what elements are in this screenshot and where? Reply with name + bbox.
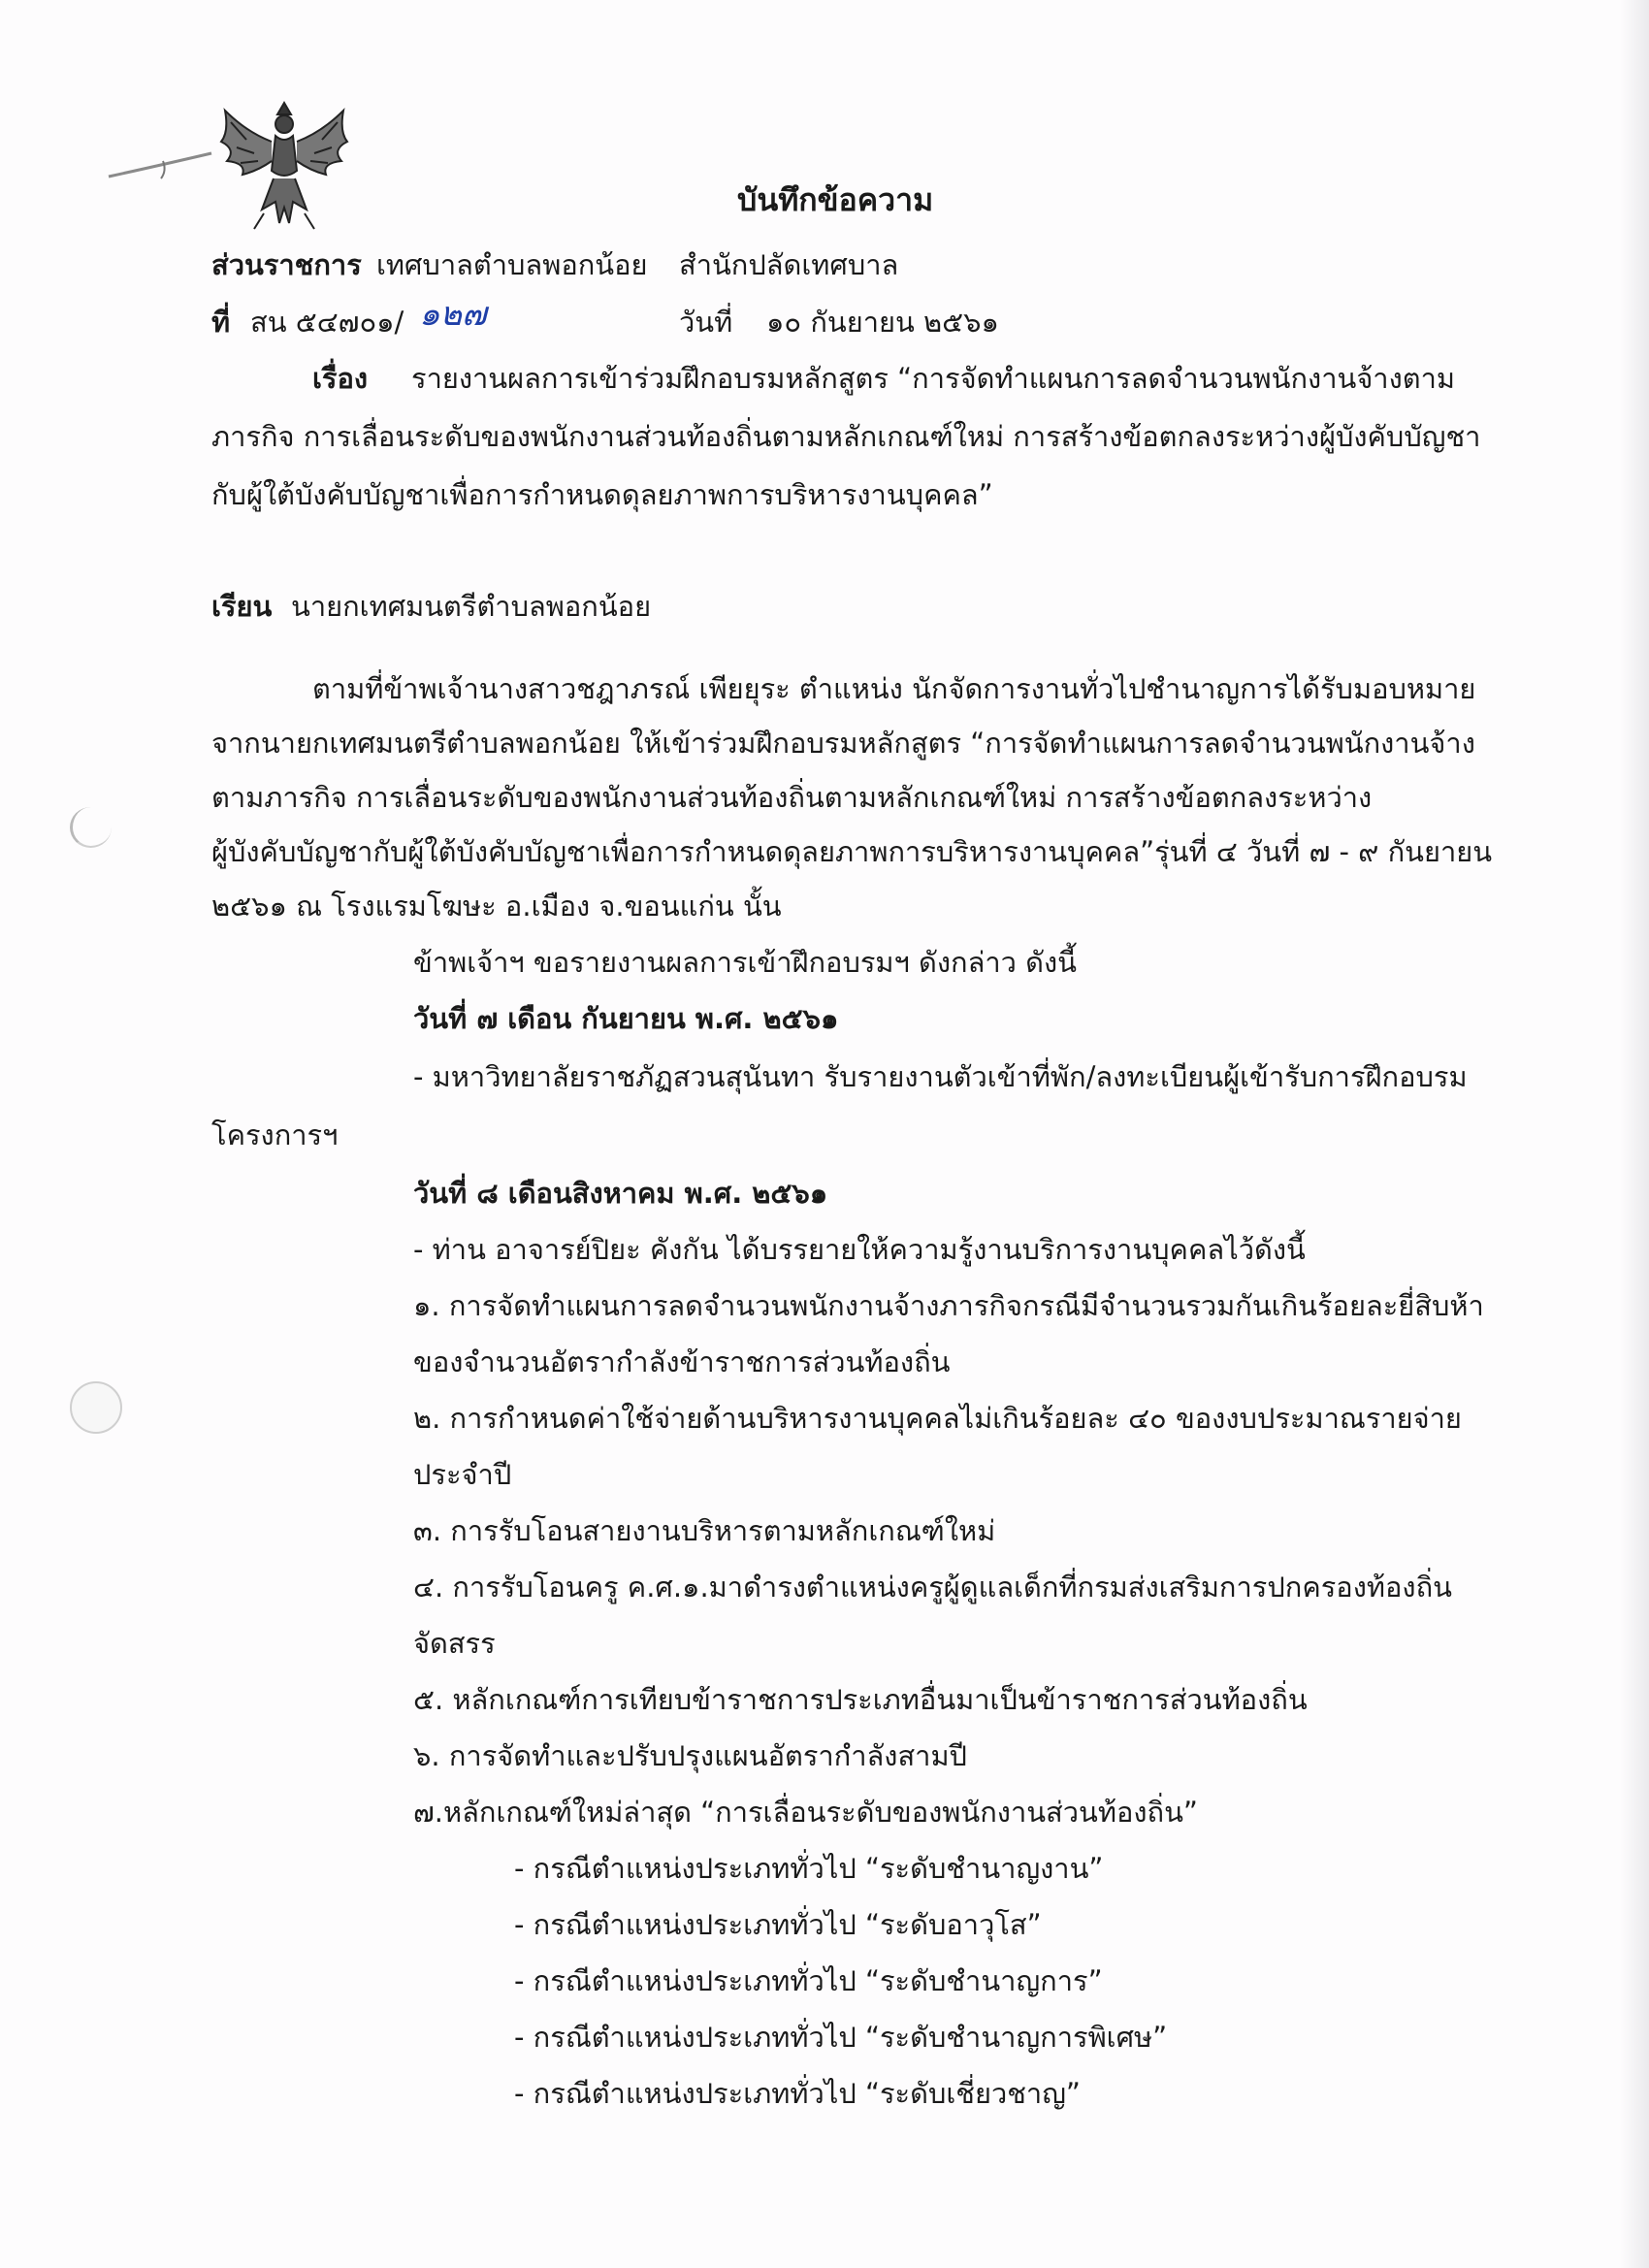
intro-line: จากนายกเทศมนตรีตำบลพอกน้อย ให้เข้าร่วมฝึกอบรมหลักสูตร “การจัดทำแผนการลดจำนวนพนักงานจ้าง	[211, 727, 1475, 760]
dept-label: ส่วนราชการ	[211, 248, 362, 281]
subject-label: เรื่อง	[312, 362, 369, 395]
date-label: วันที่	[679, 306, 733, 339]
dept-value: เทศบาลตำบลพอกน้อย	[376, 248, 648, 281]
list-item: ๔. การรับโอนครู ค.ศ.๑.มาดำรงตำแหน่งครูผู้ดูแลเด็กที่กรมส่งเสริมการปกครองท้องถิ่น	[413, 1571, 1452, 1604]
staple-pin-icon	[105, 147, 219, 186]
ref-number: สน ๕๔๗๐๑/	[250, 306, 404, 339]
list-item: ประจำปี	[413, 1458, 512, 1491]
list-item: ๒. การกำหนดค่าใช้จ่ายด้านบริหารงานบุคคลไม่เกินร้อยละ ๔๐ ของงบประมาณรายจ่าย	[413, 1402, 1462, 1435]
punch-hole-mark	[70, 807, 112, 848]
day1-heading: วันที่ ๗ เดือน กันยายน พ.ศ. ๒๕๖๑	[413, 1002, 839, 1035]
to-value: นายกเทศมนตรีตำบลพอกน้อย	[291, 590, 652, 623]
garuda-emblem-icon	[208, 93, 361, 239]
day1-item-continued: โครงการฯ	[211, 1118, 339, 1151]
office-name: สำนักปลัดเทศบาล	[679, 248, 899, 281]
memo-title: บันทึกข้อความ	[737, 181, 934, 218]
list-item: จัดสรร	[413, 1627, 496, 1660]
ref-handwritten-number: ๑๒๗	[419, 295, 487, 334]
list-item: ๖. การจัดทำและปรับปรุงแผนอัตรากำลังสามปี	[413, 1739, 967, 1772]
report-intro: ข้าพเจ้าฯ ขอรายงานผลการเข้าฝึกอบรมฯ ดังกล่าว ดังนี้	[413, 946, 1077, 979]
list-item: ๕. หลักเกณฑ์การเทียบข้าราชการประเภทอื่นมาเป็นข้าราชการส่วนท้องถิ่น	[413, 1683, 1308, 1716]
ref-label: ที่	[211, 306, 231, 339]
to-label: เรียน	[211, 590, 273, 623]
intro-line: ตามภารกิจ การเลื่อนระดับของพนักงานส่วนท้องถิ่นตามหลักเกณฑ์ใหม่ การสร้างข้อตกลงระหว่าง	[211, 781, 1373, 814]
subject-line: รายงานผลการเข้าร่วมฝึกอบรมหลักสูตร “การจัดทำแผนการลดจำนวนพนักงานจ้างตาม	[411, 362, 1455, 395]
sub-list-item: - กรณีตำแหน่งประเภททั่วไป “ระดับเชี่ยวชาญ”	[514, 2077, 1081, 2110]
day2-heading: วันที่ ๘ เดือนสิงหาคม พ.ศ. ๒๕๖๑	[413, 1177, 828, 1210]
sub-list-item: - กรณีตำแหน่งประเภททั่วไป “ระดับอาวุโส”	[514, 1908, 1042, 1941]
sub-list-item: - กรณีตำแหน่งประเภททั่วไป “ระดับชำนาญการ”	[514, 1964, 1103, 1997]
list-item: ของจำนวนอัตรากำลังข้าราชการส่วนท้องถิ่น	[413, 1345, 951, 1378]
list-item: ๗.หลักเกณฑ์ใหม่ล่าสุด “การเลื่อนระดับของพนักงานส่วนท้องถิ่น”	[413, 1796, 1198, 1829]
intro-line: ๒๕๖๑ ณ โรงแรมโฆษะ อ.เมือง จ.ขอนแก่น นั้น	[211, 890, 782, 923]
day1-item: - มหาวิทยาลัยราชภัฏสวนสุนันทา รับรายงานตัวเข้าที่พัก/ลงทะเบียนผู้เข้ารับการฝึกอบรม	[413, 1060, 1468, 1093]
list-item: ๑. การจัดทำแผนการลดจำนวนพนักงานจ้างภารกิจกรณีมีจำนวนรวมกันเกินร้อยละยี่สิบห้า	[413, 1289, 1484, 1322]
subject-line: ภารกิจ การเลื่อนระดับของพนักงานส่วนท้องถิ่นตามหลักเกณฑ์ใหม่ การสร้างข้อตกลงระหว่างผู้บังคับบัญชา	[211, 420, 1481, 453]
sub-list-item: - กรณีตำแหน่งประเภททั่วไป “ระดับชำนาญงาน”	[514, 1852, 1104, 1885]
scan-edge-shadow	[1620, 0, 1649, 2268]
day2-lecturer: - ท่าน อาจารย์ปิยะ คังกัน ได้บรรยายให้ความรู้งานบริการงานบุคคลไว้ดังนี้	[413, 1233, 1306, 1266]
sub-list-item: - กรณีตำแหน่งประเภททั่วไป “ระดับชำนาญการพิเศษ”	[514, 2021, 1168, 2054]
intro-line: ผู้บังคับบัญชากับผู้ใต้บังคับบัญชาเพื่อการกำหนดดุลยภาพการบริหารงานบุคคล”รุ่นที่ ๔ วันที่ ๗ - ๙ กันยายน	[211, 835, 1493, 868]
intro-line: ตามที่ข้าพเจ้านางสาวชฎาภรณ์ เพียยุระ ตำแหน่ง นักจัดการงานทั่วไปชำนาญการได้รับมอบหมาย	[312, 672, 1476, 705]
subject-line: กับผู้ใต้บังคับบัญชาเพื่อการกำหนดดุลยภาพการบริหารงานบุคคล”	[211, 478, 993, 511]
list-item: ๓. การรับโอนสายงานบริหารตามหลักเกณฑ์ใหม่	[413, 1514, 996, 1547]
date-value: ๑๐ กันยายน ๒๕๖๑	[766, 306, 999, 339]
punch-hole	[70, 1381, 122, 1434]
